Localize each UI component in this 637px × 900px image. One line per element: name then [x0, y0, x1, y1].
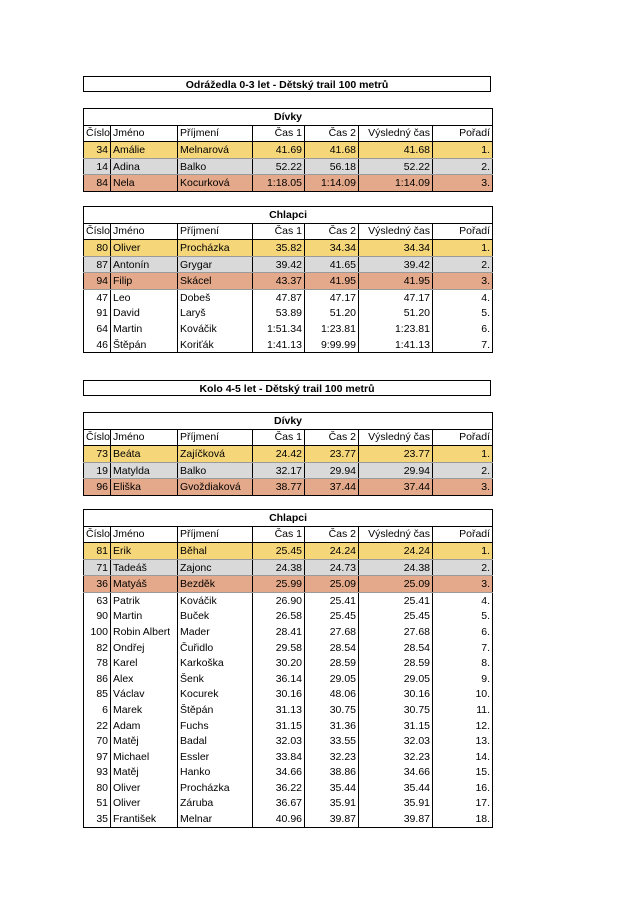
cell-number: 97 [84, 749, 111, 765]
cell-first-name: Martin [111, 609, 178, 625]
column-header-time-2: Čas 2 [305, 223, 359, 240]
cell-time-1: 26.58 [253, 609, 305, 625]
cell-last-name: Melnarová [178, 142, 253, 159]
cell-first-name: Oliver [111, 780, 178, 796]
cell-number: 14 [84, 158, 111, 175]
cell-time-1: 30.16 [253, 687, 305, 703]
cell-time-1: 52.22 [253, 158, 305, 175]
cell-final-time: 41.68 [359, 142, 433, 159]
cell-final-time: 47.17 [359, 289, 433, 305]
cell-first-name: Nela [111, 175, 178, 192]
cell-rank: 7. [433, 640, 493, 656]
cell-time-1: 25.45 [253, 543, 305, 560]
cell-rank: 10. [433, 687, 493, 703]
cell-rank: 18. [433, 811, 493, 827]
column-header-first-name: Jméno [111, 223, 178, 240]
cell-rank: 4. [433, 592, 493, 608]
cell-rank: 2. [433, 158, 493, 175]
cell-time-2: 31.36 [305, 718, 359, 734]
cell-rank: 5. [433, 609, 493, 625]
cell-time-1: 28.41 [253, 624, 305, 640]
column-header-rank: Pořadí [433, 526, 493, 543]
cell-rank: 3. [433, 273, 493, 290]
table-row [84, 718, 493, 734]
cell-final-time: 28.59 [359, 655, 433, 671]
table-row [84, 306, 493, 322]
cell-time-1: 33.84 [253, 749, 305, 765]
cell-time-1: 1:18.05 [253, 175, 305, 192]
cell-last-name: Fuchs [178, 718, 253, 734]
table-row [84, 687, 493, 703]
cell-number: 100 [84, 624, 111, 640]
cell-time-1: 38.77 [253, 479, 305, 496]
cell-last-name: Buček [178, 609, 253, 625]
cell-time-2: 28.59 [305, 655, 359, 671]
cell-first-name: Erik [111, 543, 178, 560]
cell-time-2: 24.24 [305, 543, 359, 560]
cell-time-2: 56.18 [305, 158, 359, 175]
cell-last-name: Skácel [178, 273, 253, 290]
table-row [84, 158, 493, 175]
cell-time-1: 36.67 [253, 796, 305, 812]
cell-last-name: Balko [178, 462, 253, 479]
column-header-time-2: Čas 2 [305, 429, 359, 446]
cell-number: 91 [84, 306, 111, 322]
cell-time-2: 9:99.99 [305, 337, 359, 353]
column-header-row [84, 429, 493, 446]
cell-number: 22 [84, 718, 111, 734]
cell-number: 35 [84, 811, 111, 827]
cell-last-name: Balko [178, 158, 253, 175]
cell-last-name: Čuřidlo [178, 640, 253, 656]
cell-last-name: Šenk [178, 671, 253, 687]
cell-rank: 7. [433, 337, 493, 353]
cell-last-name: Koriťák [178, 337, 253, 353]
column-header-time-1: Čas 1 [253, 429, 305, 446]
cell-time-1: 36.14 [253, 671, 305, 687]
cell-first-name: Michael [111, 749, 178, 765]
cell-final-time: 30.16 [359, 687, 433, 703]
cell-first-name: Marek [111, 702, 178, 718]
cell-number: 64 [84, 321, 111, 337]
cell-time-1: 43.37 [253, 273, 305, 290]
cell-time-1: 40.96 [253, 811, 305, 827]
cell-rank: 13. [433, 733, 493, 749]
cell-time-2: 34.34 [305, 240, 359, 257]
table-row [84, 702, 493, 718]
cell-final-time: 39.87 [359, 811, 433, 827]
cell-rank: 5. [433, 306, 493, 322]
table-row [84, 543, 493, 560]
column-header-time-2: Čas 2 [305, 526, 359, 543]
cell-rank: 9. [433, 671, 493, 687]
category-heading: Dívky [84, 413, 493, 430]
cell-final-time: 32.23 [359, 749, 433, 765]
cell-rank: 16. [433, 780, 493, 796]
cell-first-name: Filip [111, 273, 178, 290]
table-row [84, 559, 493, 576]
column-header-first-name: Jméno [111, 526, 178, 543]
cell-time-2: 1:23.81 [305, 321, 359, 337]
cell-final-time: 41.95 [359, 273, 433, 290]
cell-first-name: Patrik [111, 592, 178, 608]
cell-final-time: 23.77 [359, 446, 433, 463]
cell-last-name: Bezděk [178, 576, 253, 593]
cell-last-name: Záruba [178, 796, 253, 812]
cell-last-name: Procházka [178, 240, 253, 257]
cell-number: 70 [84, 733, 111, 749]
cell-first-name: Adina [111, 158, 178, 175]
cell-time-1: 1:51.34 [253, 321, 305, 337]
cell-time-2: 32.23 [305, 749, 359, 765]
table-row [84, 796, 493, 812]
cell-last-name: Hanko [178, 765, 253, 781]
cell-first-name: František [111, 811, 178, 827]
cell-last-name: Procházka [178, 780, 253, 796]
table-row [84, 671, 493, 687]
cell-last-name: Kocurek [178, 687, 253, 703]
cell-time-2: 27.68 [305, 624, 359, 640]
column-header-rank: Pořadí [433, 223, 493, 240]
cell-time-1: 25.99 [253, 576, 305, 593]
cell-final-time: 35.44 [359, 780, 433, 796]
cell-time-1: 26.90 [253, 592, 305, 608]
cell-time-2: 25.41 [305, 592, 359, 608]
cell-number: 96 [84, 479, 111, 496]
column-header-number: Číslo [84, 526, 111, 543]
cell-time-1: 1:41.13 [253, 337, 305, 353]
cell-last-name: Badal [178, 733, 253, 749]
table-row [84, 462, 493, 479]
results-table [83, 108, 493, 192]
cell-number: 78 [84, 655, 111, 671]
cell-rank: 8. [433, 655, 493, 671]
section-title: Odrážedla 0-3 let - Dětský trail 100 metrů [83, 76, 491, 92]
cell-time-2: 39.87 [305, 811, 359, 827]
cell-last-name: Kováčik [178, 321, 253, 337]
cell-final-time: 34.66 [359, 765, 433, 781]
cell-first-name: Adam [111, 718, 178, 734]
cell-time-1: 34.66 [253, 765, 305, 781]
cell-number: 84 [84, 175, 111, 192]
column-header-time-1: Čas 1 [253, 125, 305, 142]
cell-last-name: Běhal [178, 543, 253, 560]
cell-time-1: 32.17 [253, 462, 305, 479]
table-row [84, 256, 493, 273]
cell-final-time: 29.94 [359, 462, 433, 479]
cell-final-time: 1:14.09 [359, 175, 433, 192]
cell-number: 46 [84, 337, 111, 353]
cell-final-time: 27.68 [359, 624, 433, 640]
column-header-number: Číslo [84, 429, 111, 446]
results-table [83, 509, 493, 828]
cell-time-1: 30.20 [253, 655, 305, 671]
cell-time-1: 31.15 [253, 718, 305, 734]
cell-first-name: Robin Albert [111, 624, 178, 640]
cell-number: 80 [84, 240, 111, 257]
table-row [84, 273, 493, 290]
cell-number: 51 [84, 796, 111, 812]
cell-time-2: 41.65 [305, 256, 359, 273]
cell-time-2: 29.94 [305, 462, 359, 479]
table-row [84, 811, 493, 827]
cell-first-name: Ondřej [111, 640, 178, 656]
cell-time-2: 35.91 [305, 796, 359, 812]
cell-number: 86 [84, 671, 111, 687]
cell-final-time: 52.22 [359, 158, 433, 175]
cell-rank: 1. [433, 446, 493, 463]
column-header-final-time: Výsledný čas [359, 223, 433, 240]
cell-last-name: Melnar [178, 811, 253, 827]
cell-final-time: 24.38 [359, 559, 433, 576]
table-row [84, 240, 493, 257]
cell-time-2: 23.77 [305, 446, 359, 463]
column-header-last-name: Příjmení [178, 526, 253, 543]
cell-rank: 6. [433, 624, 493, 640]
column-header-first-name: Jméno [111, 429, 178, 446]
cell-time-2: 33.55 [305, 733, 359, 749]
table-row [84, 765, 493, 781]
cell-rank: 14. [433, 749, 493, 765]
column-header-number: Číslo [84, 125, 111, 142]
cell-time-2: 38.86 [305, 765, 359, 781]
cell-rank: 3. [433, 576, 493, 593]
cell-rank: 4. [433, 289, 493, 305]
cell-time-1: 36.22 [253, 780, 305, 796]
column-header-rank: Pořadí [433, 125, 493, 142]
column-header-first-name: Jméno [111, 125, 178, 142]
cell-rank: 17. [433, 796, 493, 812]
cell-rank: 1. [433, 543, 493, 560]
cell-final-time: 34.34 [359, 240, 433, 257]
cell-rank: 2. [433, 559, 493, 576]
table-row [84, 142, 493, 159]
column-header-time-1: Čas 1 [253, 223, 305, 240]
cell-time-2: 25.09 [305, 576, 359, 593]
cell-first-name: Beáta [111, 446, 178, 463]
cell-final-time: 28.54 [359, 640, 433, 656]
column-header-last-name: Příjmení [178, 429, 253, 446]
column-header-final-time: Výsledný čas [359, 526, 433, 543]
cell-time-1: 24.38 [253, 559, 305, 576]
cell-time-2: 41.68 [305, 142, 359, 159]
cell-time-2: 28.54 [305, 640, 359, 656]
column-header-rank: Pořadí [433, 429, 493, 446]
cell-last-name: Dobeš [178, 289, 253, 305]
cell-time-2: 29.05 [305, 671, 359, 687]
cell-time-1: 39.42 [253, 256, 305, 273]
cell-number: 47 [84, 289, 111, 305]
results-table [83, 206, 493, 353]
cell-final-time: 31.15 [359, 718, 433, 734]
cell-number: 36 [84, 576, 111, 593]
cell-first-name: Alex [111, 671, 178, 687]
cell-final-time: 25.45 [359, 609, 433, 625]
cell-number: 93 [84, 765, 111, 781]
column-header-row [84, 526, 493, 543]
cell-last-name: Kováčik [178, 592, 253, 608]
table-row [84, 592, 493, 608]
table-row [84, 655, 493, 671]
cell-number: 73 [84, 446, 111, 463]
cell-time-2: 24.73 [305, 559, 359, 576]
table-row [84, 337, 493, 353]
cell-first-name: David [111, 306, 178, 322]
cell-time-1: 47.87 [253, 289, 305, 305]
cell-time-2: 1:14.09 [305, 175, 359, 192]
cell-first-name: Matěj [111, 733, 178, 749]
cell-first-name: Oliver [111, 240, 178, 257]
cell-final-time: 35.91 [359, 796, 433, 812]
cell-time-2: 30.75 [305, 702, 359, 718]
cell-final-time: 25.09 [359, 576, 433, 593]
table-row [84, 175, 493, 192]
cell-first-name: Antonín [111, 256, 178, 273]
cell-number: 63 [84, 592, 111, 608]
cell-final-time: 32.03 [359, 733, 433, 749]
cell-final-time: 51.20 [359, 306, 433, 322]
section-title: Kolo 4-5 let - Dětský trail 100 metrů [83, 380, 491, 396]
table-row [84, 446, 493, 463]
cell-final-time: 24.24 [359, 543, 433, 560]
cell-number: 6 [84, 702, 111, 718]
column-header-time-2: Čas 2 [305, 125, 359, 142]
cell-number: 81 [84, 543, 111, 560]
cell-first-name: Oliver [111, 796, 178, 812]
cell-final-time: 25.41 [359, 592, 433, 608]
cell-final-time: 39.42 [359, 256, 433, 273]
cell-rank: 3. [433, 479, 493, 496]
table-row [84, 640, 493, 656]
cell-first-name: Štěpán [111, 337, 178, 353]
cell-number: 80 [84, 780, 111, 796]
column-header-number: Číslo [84, 223, 111, 240]
cell-final-time: 30.75 [359, 702, 433, 718]
cell-first-name: Karel [111, 655, 178, 671]
cell-last-name: Gvoždiaková [178, 479, 253, 496]
column-header-last-name: Příjmení [178, 125, 253, 142]
cell-time-2: 35.44 [305, 780, 359, 796]
column-header-time-1: Čas 1 [253, 526, 305, 543]
cell-rank: 15. [433, 765, 493, 781]
cell-number: 90 [84, 609, 111, 625]
category-heading: Chlapci [84, 207, 493, 224]
cell-last-name: Zajonc [178, 559, 253, 576]
cell-first-name: Matyáš [111, 576, 178, 593]
table-row [84, 780, 493, 796]
cell-last-name: Kocurková [178, 175, 253, 192]
cell-time-2: 41.95 [305, 273, 359, 290]
table-row [84, 321, 493, 337]
cell-rank: 1. [433, 240, 493, 257]
cell-last-name: Essler [178, 749, 253, 765]
cell-first-name: Matylda [111, 462, 178, 479]
table-row [84, 733, 493, 749]
cell-number: 85 [84, 687, 111, 703]
cell-last-name: Karkoška [178, 655, 253, 671]
cell-final-time: 1:23.81 [359, 321, 433, 337]
cell-rank: 2. [433, 256, 493, 273]
cell-first-name: Tadeáš [111, 559, 178, 576]
cell-number: 71 [84, 559, 111, 576]
cell-rank: 2. [433, 462, 493, 479]
column-header-final-time: Výsledný čas [359, 125, 433, 142]
cell-time-1: 53.89 [253, 306, 305, 322]
cell-number: 87 [84, 256, 111, 273]
cell-number: 19 [84, 462, 111, 479]
cell-number: 94 [84, 273, 111, 290]
cell-first-name: Václav [111, 687, 178, 703]
results-table [83, 412, 493, 496]
cell-last-name: Zajíčková [178, 446, 253, 463]
cell-final-time: 1:41.13 [359, 337, 433, 353]
category-heading: Chlapci [84, 510, 493, 527]
cell-final-time: 29.05 [359, 671, 433, 687]
column-header-row [84, 223, 493, 240]
cell-last-name: Laryš [178, 306, 253, 322]
cell-time-1: 29.58 [253, 640, 305, 656]
cell-time-1: 24.42 [253, 446, 305, 463]
cell-time-1: 32.03 [253, 733, 305, 749]
cell-last-name: Mader [178, 624, 253, 640]
cell-time-2: 47.17 [305, 289, 359, 305]
cell-first-name: Leo [111, 289, 178, 305]
cell-rank: 11. [433, 702, 493, 718]
column-header-last-name: Příjmení [178, 223, 253, 240]
category-heading: Dívky [84, 109, 493, 126]
cell-rank: 12. [433, 718, 493, 734]
cell-time-2: 37.44 [305, 479, 359, 496]
cell-final-time: 37.44 [359, 479, 433, 496]
table-row [84, 749, 493, 765]
cell-first-name: Martin [111, 321, 178, 337]
table-row [84, 609, 493, 625]
cell-last-name: Grygar [178, 256, 253, 273]
table-row [84, 479, 493, 496]
cell-time-1: 41.69 [253, 142, 305, 159]
cell-number: 34 [84, 142, 111, 159]
cell-number: 82 [84, 640, 111, 656]
cell-time-2: 25.45 [305, 609, 359, 625]
cell-first-name: Matěj [111, 765, 178, 781]
cell-last-name: Štěpán [178, 702, 253, 718]
table-row [84, 624, 493, 640]
column-header-row [84, 125, 493, 142]
cell-time-2: 48.06 [305, 687, 359, 703]
cell-rank: 3. [433, 175, 493, 192]
cell-rank: 1. [433, 142, 493, 159]
cell-rank: 6. [433, 321, 493, 337]
table-row [84, 289, 493, 305]
cell-time-1: 31.13 [253, 702, 305, 718]
cell-time-2: 51.20 [305, 306, 359, 322]
cell-first-name: Eliška [111, 479, 178, 496]
cell-first-name: Amálie [111, 142, 178, 159]
column-header-final-time: Výsledný čas [359, 429, 433, 446]
table-row [84, 576, 493, 593]
cell-time-1: 35.82 [253, 240, 305, 257]
